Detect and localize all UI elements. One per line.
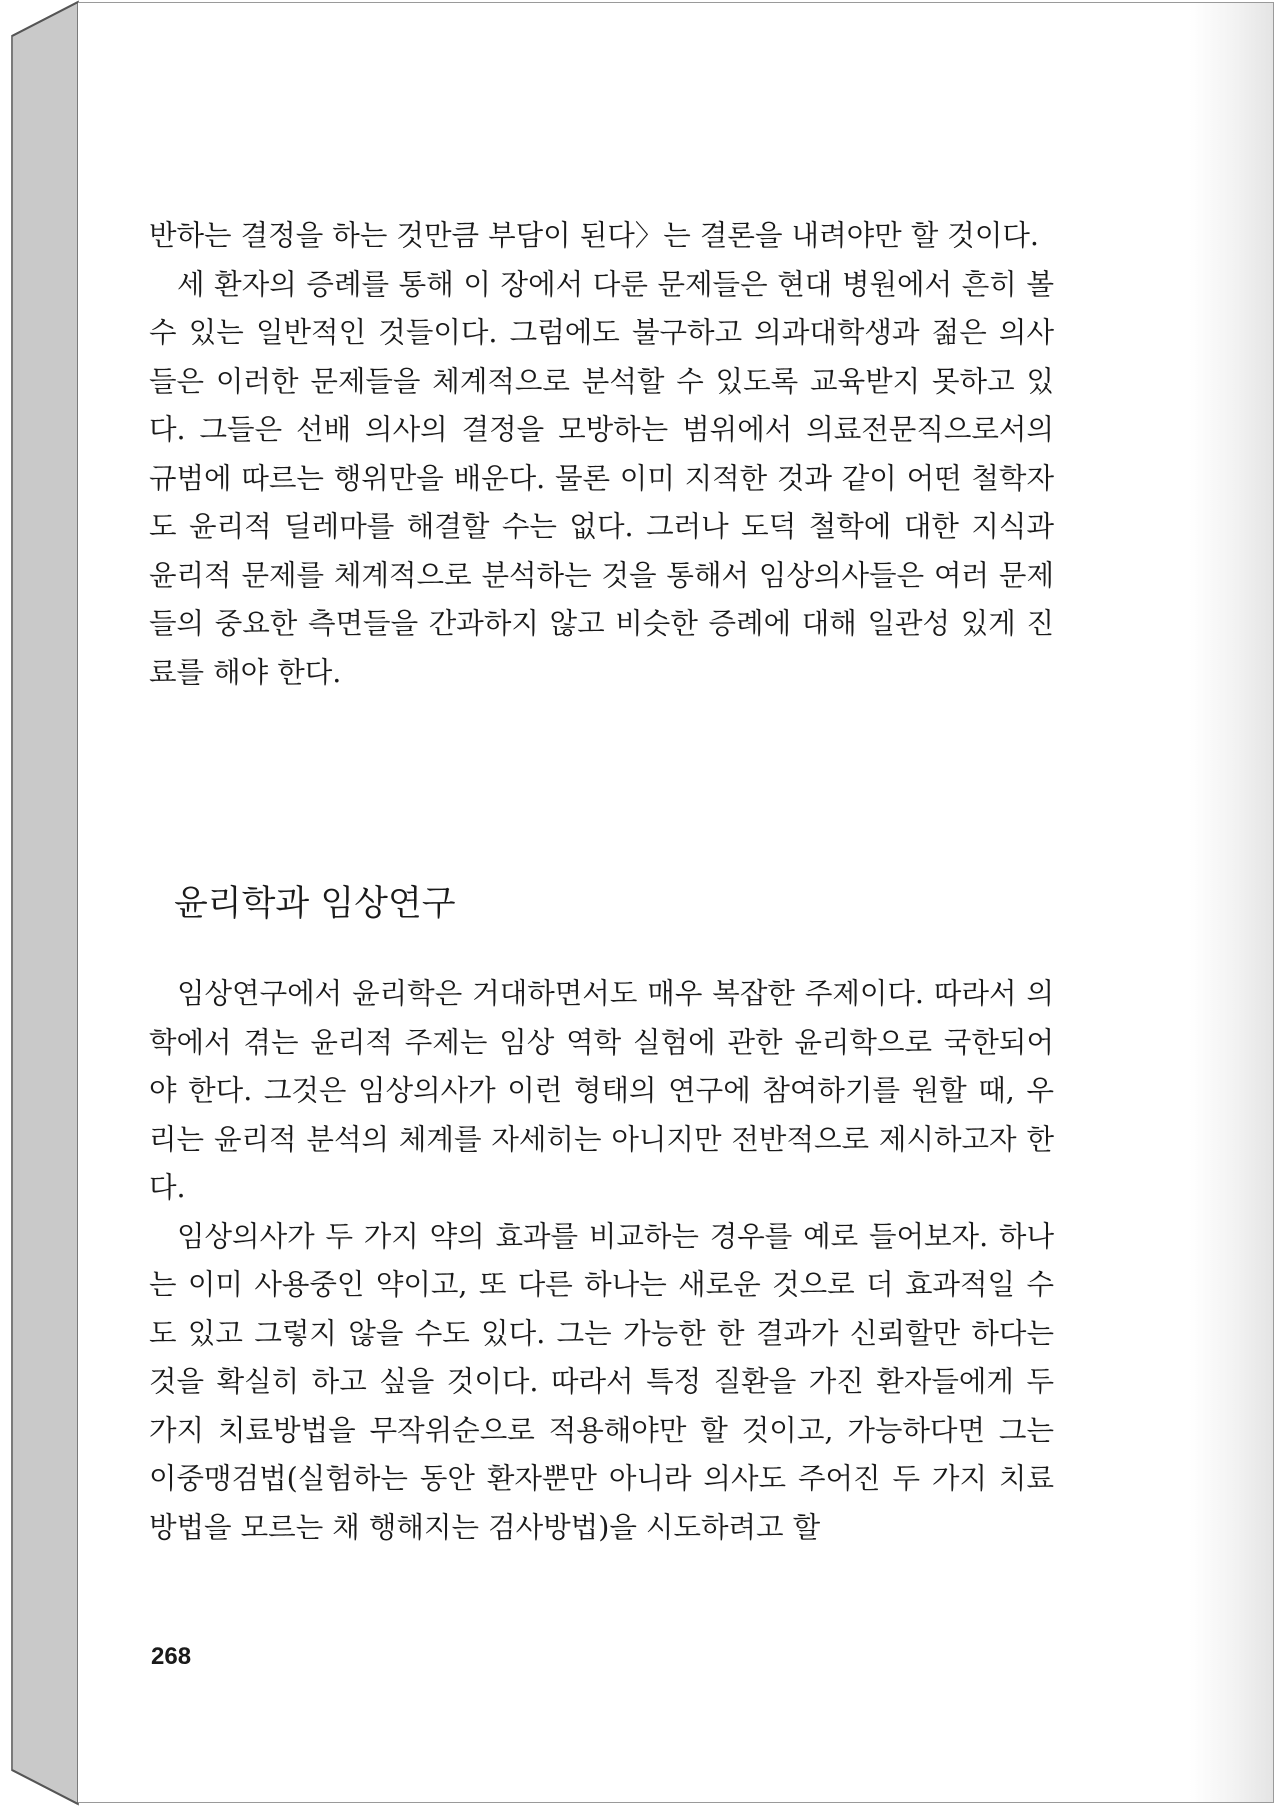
- paragraph-1: 반하는 결정을 하는 것만큼 부담이 된다〉는 결론을 내려야만 할 것이다.: [149, 219, 1039, 252]
- paragraph-3: 임상연구에서 윤리학은 거대하면서도 매우 복잡한 주제이다. 따라서 의학에서 겪는 윤리적 주제는 임상 역학 실험에 관한 윤리학으로 국한되어야 한다. 그것은 임상의사가 이런 형태의 연구에 참여하기를 원할 때, 우리는 윤리적 분석의 체계를 자세히는 아니지만 전반적으로 제시하고자 한다.: [149, 977, 1054, 1204]
- section-heading: 윤리학과 임상연구: [174, 884, 456, 924]
- page-number: 268: [151, 1643, 192, 1670]
- paragraph-2: 세 환자의 증례를 통해 이 장에서 다룬 문제들은 현대 병원에서 흔히 볼 수 있는 일반적인 것들이다. 그럼에도 불구하고 의과대학생과 젊은 의사들은 이러한 문제들을 체계적으로 분석할 수 있도록 교육받지 못하고 있다. 그들은 선배 의사의 결정을 모방하는 범위에서 의료전문직으로서의 규범에 따르는 행위만을 배운다. 물론 이미 지적한 것과 같이 어떤 철학자도 윤리적 딜레마를 해결할 수는 없다. 그러나 도덕 철학에 대한 지식과 윤리적 문제를 체계적으로 분석하는 것을 통해서 임상의사들은 여러 문제들의 중요한 측면들을 간과하지 않고 비슷한 증례에 대해 일관성 있게 진료를 해야 한다.: [149, 267, 1054, 689]
- text-block-bottom: [149, 970, 1054, 1552]
- paragraph-4: 임상의사가 두 가지 약의 효과를 비교하는 경우를 예로 들어보자. 하나는 이미 사용중인 약이고, 또 다른 하나는 새로운 것으로 더 효과적일 수도 있고 그렇지 않을 수도 있다. 그는 가능한 한 결과가 신뢰할만 하다는 것을 확실히 하고 싶을 것이다. 따라서 특정 질환을 가진 환자들에게 두 가지 치료방법을 무작위순으로 적용해야만 할 것이고, 가능하다면 그는 이중맹검법(실험하는 동안 환자뿐만 아니라 의사도 주어진 두 가지 치료방법을 모르는 채 행해지는 검사방법)을 시도하려고 할: [149, 1219, 1054, 1544]
- text-block-top: [149, 212, 1054, 697]
